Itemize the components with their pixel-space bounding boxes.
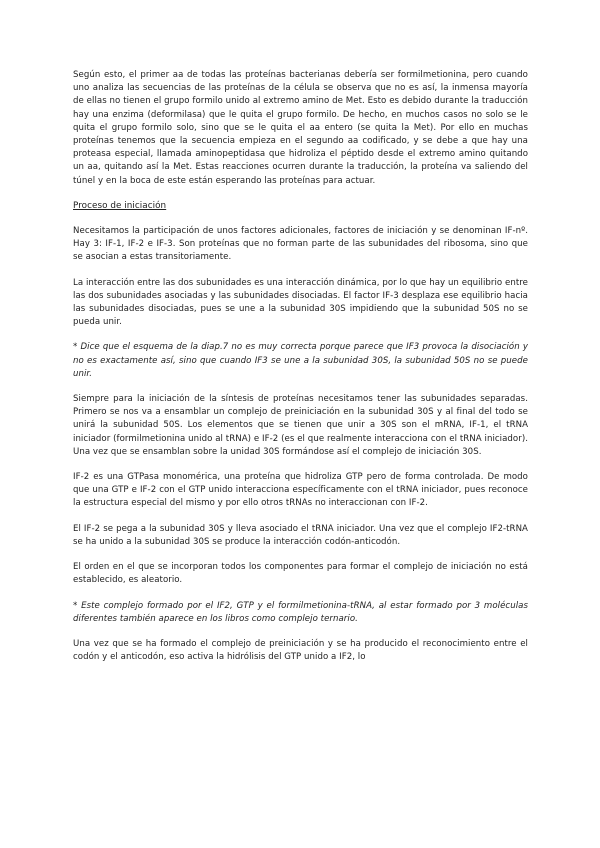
paragraph-interaccion-subunidades: La interacción entre las dos subunidades es una interacción dinámica, por lo que hay un equilibrio entre las dos subunidades asociadas y las subunidades disociadas. El factor IF-3 desplaza ese equilibrio hacia las subunidades disociadas, pues se une a la subunidad 30S impidiendo que la subunidad 50S no se pueda unir. bbox=[73, 277, 528, 328]
paragraph-if2-gtpasa: IF-2 es una GTPasa monomérica, una proteína que hidroliza GTP pero de forma controlada. De modo que una GTP e IF-2 con el GTP unido interacciona específicamente con el tRNA iniciador, pues reconoce la estructura especial del mismo y por ello otros tRNAs no interaccionan con IF-2. bbox=[73, 472, 528, 509]
note-diapositiva: * Dice que el esquema de la diap.7 no es muy correcta porque parece que IF3 provoca la disociación y no es exactamente así, sino que cuando IF3 se une a la subunidad 30S, la subunidad 50S no se puede unir. bbox=[73, 342, 528, 379]
paragraph-if2-subunidad: El IF-2 se pega a la subunidad 30S y lleva asociado el tRNA iniciador. Una vez que el complejo IF2-tRNA se ha unido a la subunidad 30S se produce la interacción codón-anticodón. bbox=[73, 523, 528, 547]
note-complejo-ternario: * Este complejo formado por el IF2, GTP y el formilmetionina-tRNA, al estar formado por 3 moléculas diferentes también aparece en los libros como complejo ternario. bbox=[73, 600, 528, 624]
paragraph-orden-aleatorio: El orden en el que se incorporan todos los componentes para formar el complejo de iniciación no está establecido, es aleatorio. bbox=[73, 562, 528, 586]
section-heading: Proceso de iniciación bbox=[73, 200, 167, 211]
paragraph-complejo-preiniciacion: Siempre para la iniciación de la síntesis de proteínas necesitamos tener las subunidades separadas. Primero se nos va a ensamblar un complejo de preiniciación en la subunidad 30S y al final del todo se unirá la subunidad 50S. Los elementos que se tienen que unir a 30S son el mRNA, IF-1, el tRNA iniciador (formilmetionina unido al tRNA) e IF-2 (es el que realmente interacciona con el tRNA iniciador). Una vez que se ensamblan sobre la unidad 30S formándose así el complejo de iniciación 30S. bbox=[73, 394, 528, 457]
document-page bbox=[73, 69, 528, 664]
paragraph-factores-iniciacion: Necesitamos la participación de unos factores adicionales, factores de iniciación y se denominan IF-nº. Hay 3: IF-1, IF-2 e IF-3. Son proteínas que no forman parte de las subunidades del ribosoma, sino que se asocian a estas transitoriamente. bbox=[73, 226, 528, 263]
paragraph-hidrolisis-gtp: Una vez que se ha formado el complejo de preiniciación y se ha producido el reconocimiento entre el codón y el anticodón, eso activa la hidrólisis del GTP unido a IF2, lo bbox=[73, 638, 528, 663]
paragraph-formilmetionina: Según esto, el primer aa de todas las proteínas bacterianas debería ser formilmetionina, pero cuando uno analiza las secuencias de las proteínas de la célula se observa que no es así, la inmensa mayoría de ellas no tienen el grupo formilo unido al extremo amino de Met. Esto es debido durante la traducción hay una enzima (deformilasa) que le quita el grupo formilo. De hecho, en muchos casos no solo se le quita el grupo formilo solo, sino que se le quita el aa entero (se quita la Met). Por ello en muchas proteínas tenemos que la secuencia empieza en el segundo aa codificado, y se debe a que hay una proteasa especial, llamada aminopeptidasa que hidroliza el péptido desde el extremo amino quitando un aa, quitando así la Met. Estas reacciones ocurren durante la traducción, la proteína va saliendo del túnel y en la boca de este están esperando las proteínas para actuar. bbox=[73, 70, 528, 186]
